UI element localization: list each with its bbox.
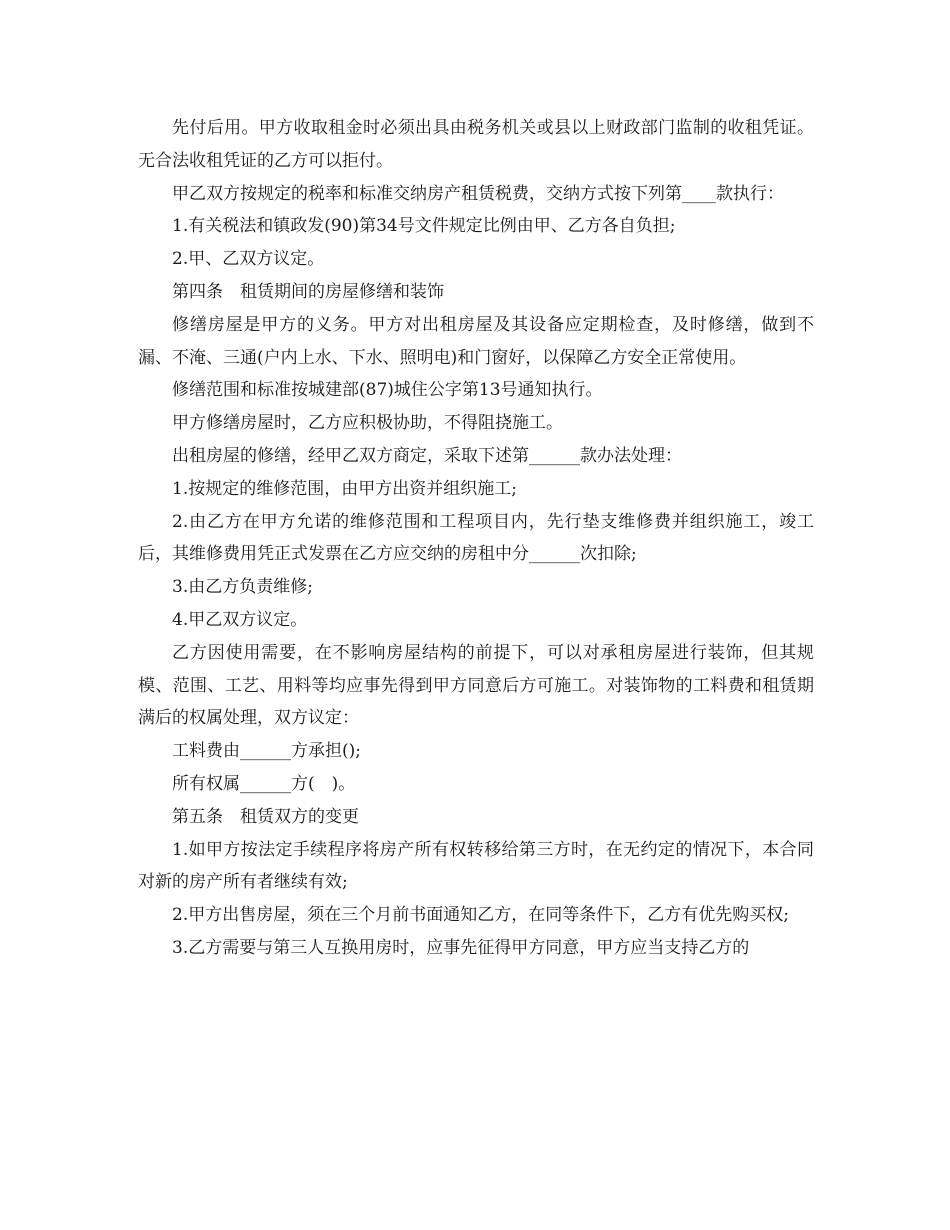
paragraph-repair-method: 出租房屋的修缮，经甲乙双方商定，采取下述第______款办法处理： bbox=[172, 445, 682, 466]
paragraph-change-2: 2.甲方出售房屋，须在三个月前书面通知乙方，在同等条件下，乙方有优先购买权; bbox=[172, 905, 789, 926]
paragraph-change-1: 1.如甲方按法定手续程序将房产所有权转移给第三方时，在无约定的情况下，本合同对新的房产所有者继续有效; bbox=[138, 839, 814, 893]
paragraph-decoration: 乙方因使用需要，在不影响房屋结构的前提下，可以对承租房屋进行装饰，但其规模、范围、工艺、用料等均应事先得到甲方同意后方可施工。对装饰物的工料费和租赁期满后的权属处理，双方议定： bbox=[138, 642, 814, 729]
paragraph-repair-cooperation: 甲方修缮房屋时，乙方应积极协助，不得阻挠施工。 bbox=[172, 413, 563, 434]
paragraph-material-cost: 工料费由______方承担(); bbox=[172, 741, 361, 762]
paragraph-repair-option-4: 4.甲乙双方议定。 bbox=[172, 609, 308, 630]
heading-article-4: 第四条 租赁期间的房屋修缮和装饰 bbox=[172, 281, 444, 302]
document-body bbox=[138, 112, 814, 965]
paragraph-rent-receipt: 先付后用。甲方收取租金时必须出具由税务机关或县以上财政部门监制的收租凭证。无合法收租凭证的乙方可以拒付。 bbox=[138, 118, 814, 171]
paragraph-tax-option-2: 2.甲、乙双方议定。 bbox=[172, 249, 325, 270]
paragraph-repair-scope: 修缮范围和标准按城建部(87)城住公字第13号通知执行。 bbox=[172, 380, 603, 401]
paragraph-ownership: 所有权属______方( )。 bbox=[172, 773, 356, 794]
paragraph-repair-option-3: 3.由乙方负责维修; bbox=[172, 577, 313, 598]
paragraph-repair-duty: 修缮房屋是甲方的义务。甲方对出租房屋及其设备应定期检查，及时修缮，做到不漏、不淹、三通(户内上水、下水、照明电)和门窗好，以保障乙方安全正常使用。 bbox=[138, 314, 814, 368]
heading-article-5: 第五条 租赁双方的变更 bbox=[172, 806, 359, 827]
paragraph-repair-option-2: 2.由乙方在甲方允诺的维修范围和工程项目内，先行垫支维修费并组织施工，竣工后，其维修费用凭正式发票在乙方应交纳的房租中分______次扣除; bbox=[138, 511, 814, 565]
paragraph-tax-option-1: 1.有关税法和镇政发(90)第34号文件规定比例由甲、乙方各自负担; bbox=[172, 216, 676, 237]
paragraph-tax-payment: 甲乙双方按规定的税率和标准交纳房产租赁税费，交纳方式按下列第____款执行： bbox=[172, 183, 784, 204]
paragraph-change-3: 3.乙方需要与第三人互换用房时，应事先征得甲方同意，甲方应当支持乙方的 bbox=[172, 937, 750, 958]
paragraph-repair-option-1: 1.按规定的维修范围，由甲方出资并组织施工; bbox=[172, 478, 517, 499]
